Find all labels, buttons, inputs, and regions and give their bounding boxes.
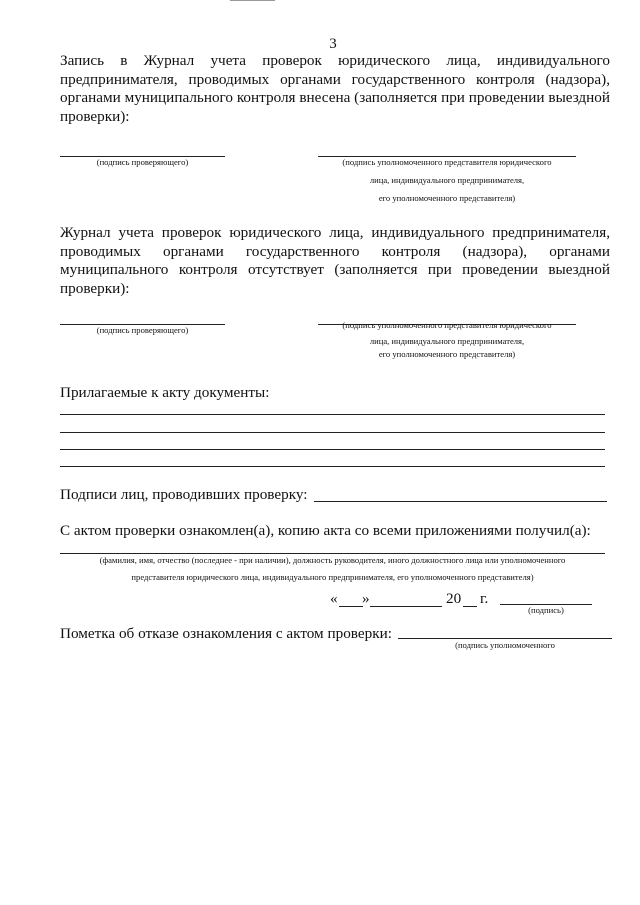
page-number: 3 <box>329 36 337 52</box>
representative-signature-caption-2c: его уполномоченного представителя) <box>378 349 516 359</box>
attachments-line-4[interactable] <box>60 466 605 467</box>
inspectors-signatures-line[interactable] <box>314 501 607 502</box>
representative-signature-caption-1a: (подпись уполномоченного представителя юридического <box>342 157 552 167</box>
scan-edge-mark <box>230 0 275 1</box>
date-year-suffix: г. <box>480 590 489 607</box>
acknowledgement-caption-b: представителя юридического лица, индивидуального предпринимателя, его уполномоченного представителя) <box>131 572 534 582</box>
date-year-field[interactable] <box>463 606 477 607</box>
acknowledgement-line[interactable] <box>60 553 605 554</box>
inspector-signature-caption-1: (подпись проверяющего) <box>96 157 189 167</box>
inspector-signature-caption-2: (подпись проверяющего) <box>96 325 189 335</box>
refusal-line[interactable] <box>398 638 612 639</box>
refusal-label: Пометка об отказе ознакомления с актом проверки: <box>60 625 392 642</box>
date-close-quote: » <box>362 590 370 607</box>
attachments-line-3[interactable] <box>60 449 605 450</box>
acknowledgement-label: С актом проверки ознакомлен(а), копию акта со всеми приложениями получил(а): <box>60 522 591 539</box>
date-day-field[interactable] <box>339 606 363 607</box>
representative-signature-caption-2b: лица, индивидуального предпринимателя, <box>369 336 525 346</box>
representative-signature-caption-1c: его уполномоченного представителя) <box>378 193 516 203</box>
date-month-field[interactable] <box>370 606 442 607</box>
ack-signature-caption: (подпись) <box>528 605 564 615</box>
journal-absent-paragraph: Журнал учета проверок юридического лица, индивидуального предпринимателя, проводимых органами государственного контроля (надзора), органами муниципального контроля отсутствует (заполняется при проведении выездной проверки): <box>60 224 610 297</box>
date-year-prefix: 20 <box>446 590 462 607</box>
acknowledgement-caption-a: (фамилия, имя, отчество (последнее - при наличии), должность руководителя, иного должностного лица или уполномоченного <box>99 555 566 565</box>
representative-signature-caption-1b: лица, индивидуального предпринимателя, <box>369 175 525 185</box>
attachments-label: Прилагаемые к акту документы: <box>60 384 270 401</box>
date-open-quote: « <box>330 590 338 607</box>
refusal-caption: (подпись уполномоченного <box>455 640 555 650</box>
inspectors-signatures-label: Подписи лиц, проводивших проверку: <box>60 486 308 503</box>
attachments-line-1[interactable] <box>60 414 605 415</box>
journal-entry-paragraph: Запись в Журнал учета проверок юридического лица, индивидуального предпринимателя, проводимых органами государственного контроля (надзора), органами муниципального контроля внесена (заполняется при проведении выездной проверки): <box>60 52 610 125</box>
attachments-line-2[interactable] <box>60 432 605 433</box>
representative-signature-caption-2a: (подпись уполномоченного представителя юридического <box>342 320 552 330</box>
